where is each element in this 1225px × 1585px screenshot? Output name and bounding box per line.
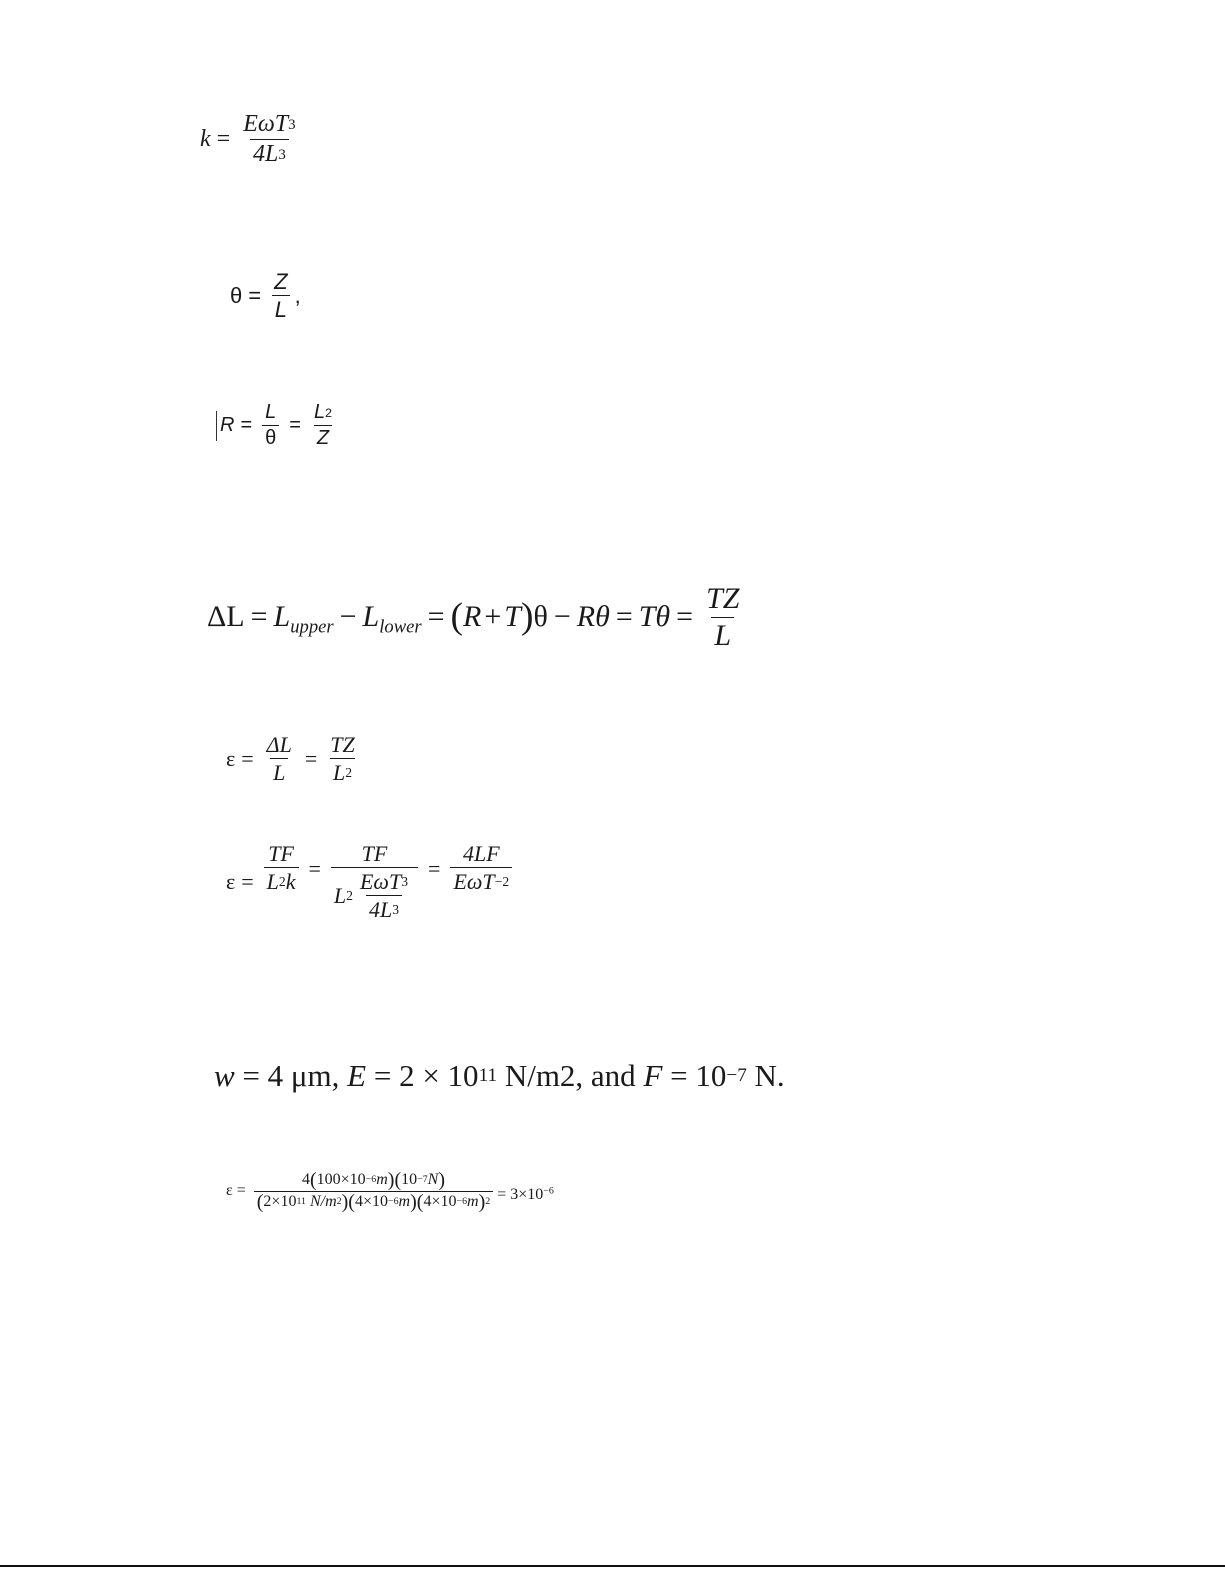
eq7-result: = $3\times 10^{-6}$ <box>497 1185 554 1203</box>
page-bottom-rule <box>0 1565 1225 1567</box>
equation-numeric-strain <box>226 1169 554 1214</box>
eq6-f2-inner-fraction: EωT 3 4L 3 <box>359 869 409 923</box>
eq7-n-p1-close: ) <box>387 1169 395 1192</box>
eq2-equals: = <box>248 282 262 308</box>
eq3-fraction-2: L 2 Z <box>313 401 332 449</box>
eq1-fraction: EωT 3 4L 3 <box>243 111 296 168</box>
eq4-paren-close: ) <box>520 596 534 637</box>
eq7-equals: = <box>236 1182 246 1200</box>
eq2-numerator: Z <box>274 269 288 294</box>
eq4-t: T <box>504 600 521 633</box>
equation-stiffness <box>200 112 303 167</box>
eq6-f2-inner-denominator: 4L <box>368 897 393 923</box>
eq7-denominator: ( 2×10 11 N/m 2 ) ( 4×10 −6 m ) ( 4×10 −6 m ) 2 <box>254 1191 493 1211</box>
equation-strain-force <box>226 842 516 921</box>
eq3-lhs: R <box>220 414 235 436</box>
eq7-d-p1-close: ) <box>341 1191 349 1214</box>
eq6-f1-den-k: k <box>285 869 296 895</box>
eq4-r-theta: Rθ <box>576 600 610 633</box>
eq4-equals-4: = <box>676 600 694 633</box>
eq1-denominator: 4L <box>253 141 279 168</box>
eq7-n-p1-unit: m <box>376 1171 388 1188</box>
eq4-numerator: TZ <box>706 582 740 615</box>
equation-strain <box>226 733 362 784</box>
eq7-n-p1-open: ( <box>309 1169 317 1192</box>
eq4-minus-2: − <box>553 600 571 633</box>
eq2-lhs: θ <box>230 282 243 308</box>
eq1-lhs: k <box>200 126 211 153</box>
eq4-minus: − <box>339 600 357 633</box>
eq5-f1-denominator: L <box>273 760 286 786</box>
eq6-lhs: ε <box>226 868 236 894</box>
eq4-sub-lower: lower <box>379 616 422 638</box>
given-values: w = 4 μm, E = 2 × 10 11 N/m2, and F = 10 −7 N. <box>214 1058 785 1093</box>
eq3-equals-2: = <box>289 414 301 436</box>
eq7-d-p1-open: ( <box>256 1191 264 1214</box>
eq5-f2-numerator: TZ <box>330 732 355 757</box>
eq6-f3-numerator: 4LF <box>462 841 500 866</box>
eq7-d-p3-a: 4×10 <box>423 1192 457 1210</box>
given-e-value: = 2 × 10 <box>366 1058 479 1093</box>
eq7-n-p2-a: 10 <box>401 1171 418 1188</box>
text-cursor <box>216 411 217 441</box>
eq7-n-p2-close: ) <box>438 1169 445 1192</box>
eq6-equals-2: = <box>308 856 321 881</box>
eq6-f1-numerator: TF <box>268 841 294 866</box>
eq6-equals: = <box>241 868 254 894</box>
eq7-d-p1-a: 2×10 <box>263 1192 297 1210</box>
eq4-lhs: ΔL <box>207 600 245 633</box>
given-f-symbol: F <box>643 1058 663 1093</box>
eq5-lhs: ε <box>226 745 236 771</box>
eq3-f1-numerator: L <box>265 401 277 423</box>
eq3-f2-numerator: L <box>313 401 326 423</box>
given-w-value: = 4 μm, <box>234 1058 348 1093</box>
given-e-symbol: E <box>347 1058 367 1093</box>
eq4-sub-upper: upper <box>290 616 334 638</box>
eq4-equals-2: = <box>427 600 445 633</box>
eq6-fraction-3: 4LF EωT −2 <box>450 842 512 893</box>
eq6-fraction-1: TF L 2 k <box>264 842 299 893</box>
eq7-d-p2-unit: m <box>398 1192 411 1210</box>
eq5-equals: = <box>241 745 254 771</box>
eq7-numerator: 4 ( 100×10 −6 m ) ( 10 −7 N ) <box>301 1169 445 1192</box>
eq7-d-p3-unit: m <box>467 1192 479 1210</box>
given-w-symbol: w <box>214 1058 235 1093</box>
eq4-theta: θ <box>533 600 548 633</box>
eq4-equals: = <box>250 600 268 633</box>
eq1-equals: = <box>216 126 231 153</box>
eq4-denominator: L <box>714 618 732 652</box>
eq4-plus: + <box>484 600 502 633</box>
equation-radius <box>216 402 339 449</box>
eq6-f2-numerator: TF <box>361 841 388 866</box>
given-f-value: = 10 <box>662 1058 727 1093</box>
eq3-equals: = <box>240 414 253 436</box>
eq6-f3-denominator: EωT <box>453 869 495 895</box>
eq2-denominator: L <box>274 297 287 323</box>
eq6-f2-den-l: L <box>333 883 347 909</box>
eq5-equals-2: = <box>304 745 318 771</box>
given-e-unit: N/m2, and <box>497 1058 644 1093</box>
eq4-r: R <box>463 600 482 633</box>
eq6-equals-3: = <box>428 856 441 881</box>
eq3-fraction-1 <box>262 402 279 449</box>
eq7-d-p3-open: ( <box>416 1191 424 1214</box>
eq7-n-coef: 4 <box>301 1171 310 1188</box>
eq4-paren-open: ( <box>450 596 464 637</box>
eq7-lhs: ε <box>226 1182 233 1200</box>
eq2-fraction <box>271 270 290 321</box>
eq7-d-p2-a: 4×10 <box>354 1192 388 1210</box>
eq4-equals-3: = <box>615 600 633 633</box>
eq7-n-p2-unit: N <box>427 1171 439 1188</box>
eq7-d-p2-open: ( <box>348 1191 355 1214</box>
eq6-fraction-2: TF L 2 EωT 3 4L 3 <box>331 842 418 921</box>
equation-angle <box>230 270 301 321</box>
eq7-n-p2-open: ( <box>394 1169 402 1192</box>
eq4-term-lower: $L_{lower}$ <box>362 600 422 638</box>
eq5-f1-numerator: ΔL <box>266 732 292 757</box>
given-f-unit: N. <box>746 1058 785 1093</box>
eq3-f2-denominator: Z <box>316 427 330 449</box>
eq3-f1-denominator: θ <box>265 427 277 449</box>
eq4-term-upper: $L_{upper}$ <box>273 600 334 638</box>
eq7-d-p2-close: ) <box>410 1191 417 1214</box>
eq5-fraction-2: TZ L 2 <box>330 732 355 786</box>
eq4-fraction <box>703 583 742 651</box>
eq6-f1-den-l: L <box>266 869 279 895</box>
eq5-f2-denominator: L <box>332 760 346 786</box>
eq2-comma: , <box>294 282 301 308</box>
eq4-t-theta: Tθ <box>638 600 671 633</box>
eq1-numerator: EωT <box>243 111 289 137</box>
eq7-n-p1-a: 100×10 <box>316 1171 366 1188</box>
eq7-d-p1-unit: N/m <box>310 1192 337 1210</box>
equation-length-change <box>207 583 746 651</box>
eq7-d-p3-close: ) <box>478 1191 486 1214</box>
eq7-fraction <box>254 1169 493 1214</box>
eq7-result-exp: −6 <box>543 1185 554 1197</box>
eq5-fraction-1 <box>264 733 295 784</box>
eq6-f2-inner-numerator: EωT <box>359 869 402 895</box>
